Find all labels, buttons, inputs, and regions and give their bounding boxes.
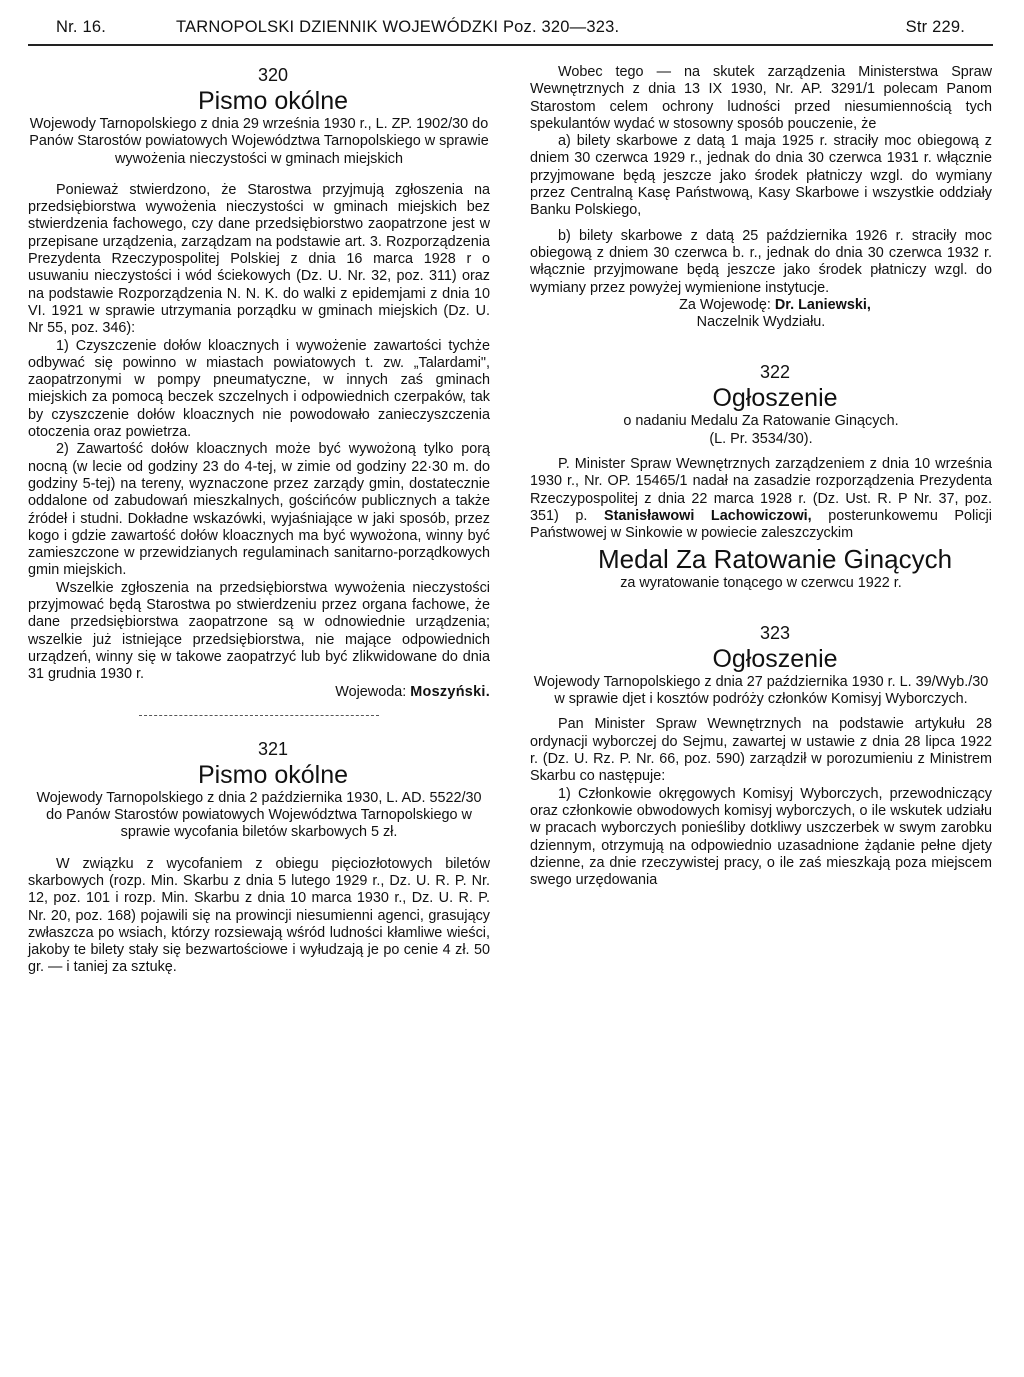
section-320-signature — [28, 684, 490, 701]
medal-title: Medal Za Ratowanie Ginących — [597, 543, 953, 574]
left-column — [28, 64, 490, 977]
signature-role: Naczelnik Wydziału. — [696, 314, 826, 331]
signature-name: Moszyński. — [410, 683, 490, 700]
section-320-intro: Wojewody Tarnopolskiego z dnia 29 września 1930 r., L. ZP. 1902/30 do Panów Starostów powiatowych Województwa Tarnopolskiego w sprawie wywożenia nieczystości w gminach miejskich — [29, 116, 489, 167]
section-321-item-a: a) bilety skarbowe z datą 1 maja 1925 r. straciły moc obiegową z dniem 30 czerwca 1929 r., jednak do dnia 30 czerwca 1931 r. włącznie przyjmowane będą jeszcze jako środek płatniczy wzgl. do wymiany przez Centralną Kasę Państwową, Kasy Skarbowe i wszystkie oddziały Banku Polskiego, — [530, 133, 992, 219]
section-323-paragraph: 1) Członkowie okręgowych Komisyj Wyborczych, przewodniczący oraz członkowie obwodowych komisyj wyborczych, o ile wskutek udziału w pracach wyborczych ponieśliby dotkliwy uszczerbek w swym zarobku dziennym, otrzymują na odpowiednio uzasadnione żądanie pełne djety dzienne, za dnie rzeczywistej pracy, o ile zaś mieszkają poza miejscem swego urzędowania — [530, 785, 992, 889]
section-323-intro: Wojewody Tarnopolskiego z dnia 27 października 1930 r. L. 39/Wyb./30 w sprawie djet i kosztów podróży członków Komisyj Wyborczych. — [533, 673, 989, 708]
page-header — [46, 18, 991, 44]
paragraph-text: posterunkowemu Policji Państwowej w Sinkowie w powiecie zaleszczyckim — [530, 507, 992, 542]
section-320-number: 320 — [257, 65, 289, 85]
section-322-title: Ogłoszenie — [712, 384, 838, 413]
recipient-name: Stanisławowi Lachowiczowi, — [603, 507, 812, 524]
section-323-number: 323 — [759, 622, 791, 643]
medal-reason: za wyratowanie tonącego w czerwcu 1922 r. — [620, 574, 902, 591]
section-320-title: Pismo okólne — [197, 87, 349, 115]
paragraph-text: P. Minister Spraw Wewnętrznych zarządzeniem z dnia 10 września 1930 r., Nr. OP. 15465/1 nadał na zasadzie rozporządzenia Prezydenta Rzeczypospolitej z dnia 22 marca 1928 r. (Dz. Ust. R. P Nr. 37, poz. 351) p. — [530, 456, 992, 524]
section-322-subtitle: o nadaniu Medalu Za Ratowanie Ginących. — [623, 413, 899, 430]
page-number: Str 229. — [905, 18, 965, 36]
signature-label: Wojewoda: — [335, 683, 407, 700]
section-322-paragraph — [530, 456, 992, 542]
section-320-paragraph: Wszelkie zgłoszenia na przedsiębiorstwa wywożenia nieczystości przyjmować będą Starostwa po stwierdzeniu przez organa fachowe, że dane przedsiębiorstwa zaopatrzone są w odnowiednie urządzenia; wszelkie już istniejące przedsiębiorstwa, nie mające odpowiednich urządzeń, winny się w takowe zaopatrzyć lub być zlikwidowane do dnia 31 grudnia 1930 r. — [28, 579, 490, 683]
right-column — [530, 64, 992, 889]
section-321-number: 321 — [257, 738, 289, 759]
section-321-intro: Wojewody Tarnopolskiego z dnia 2 października 1930, L. AD. 5522/30 do Panów Starostów powiatowych Województwa Tarnopolskiego w sprawie wycofania biletów skarbowych 5 zł. — [36, 789, 482, 841]
section-320-paragraph: Ponieważ stwierdzono, że Starostwa przyjmują zgłoszenia na przedsiębiorstwa wywożenia nieczystości w gminach miejskich bez stwierdzenia fachowego, czy dane przedsiębiorstwo zaopatrzone jest w przepisane urządzenia, zarządzam na podstawie art. 3. Rozporządzenia Prezydenta Rzeczypospolitej Polskiej z dnia 16 marca 1928 r o usuwaniu nieczystości i wód ściekowych (Dz. U. Nr. 32, poz. 311) oraz na podstawie Rozporządzenia N. N. K. do walki z epidemjami z dnia 10 VI. 1921 w sprawie utrzymania porządku w gminach miejskich (Dz. U. Nr 55, poz. 346): — [28, 181, 490, 337]
section-321-paragraph: W związku z wycofaniem z obiegu pięciozłotowych biletów skarbowych (rozp. Min. Skarbu z dnia 5 lutego 1929 r., Dz. U. R. P. Nr. 12, poz. 101 i rozp. Min. Skarbu z dnia 10 marca 1930 r., Dz. U. R. P. Nr. 20, poz. 168) pojawili się na prowincji niesumienni agenci, grasujący zwłaszcza po wsiach, którzy rozsiewają wśród ludności kłamliwe wieści, jakoby te bilety stały się bezwartościowe i wyłudzają je po cenie 4 zł. 50 gr. — i taniej za sztukę. — [28, 855, 490, 976]
section-321-title: Pismo okólne — [197, 760, 349, 789]
section-322-number: 322 — [759, 362, 791, 383]
journal-title: TARNOPOLSKI DZIENNIK WOJEWÓDZKI Poz. 320—323. — [176, 18, 620, 36]
section-320-paragraph: 2) Zawartość dołów kloacznych może być wywożoną tylko porą nocną (w lecie od godziny 23 do 4-tej, w zimie od godziny 22·30 m. do godziny 5-tej) na tereny, wyznaczone przez zarządy gmin, dostatecznie oddalone od zabudowań mieszkalnych, gościńców publicznych a także źródeł i studni. Dokładne wskazówki, wyjaśniające w jaki sposób, przez kogo i gdzie zawartość dołów kloacznych ma być wywożona, winny być zamieszczone w przewidzianych regulaminach sanitarno-porządkowych gmin miejskich. — [28, 441, 490, 579]
section-323-title: Ogłoszenie — [712, 644, 838, 673]
signature-label: Za Wojewodę: — [679, 296, 771, 313]
issue-number: Nr. 16. — [56, 18, 107, 36]
section-321-signature — [530, 297, 992, 332]
section-321-paragraph: Wobec tego — na skutek zarządzenia Ministerstwa Spraw Wewnętrznych z dnia 13 IX 1930, Nr. AP. 3291/1 polecam Panom Starostom celem ochrony ludności przed niesumiennością tych spekulantów wydać w stosowny sposób pouczenie, że — [530, 64, 992, 132]
section-separator — [139, 715, 379, 716]
signature-name: Dr. Laniewski, — [774, 296, 871, 313]
section-321-item-b: b) bilety skarbowe z datą 25 października 1926 r. straciły moc obiegową z dniem 30 czerwca b. r., jednak do dnia 30 czerwca 1932 r. włącznie przyjmowane będą jeszcze jako środek płatniczy wzgl. do wymiany przez powyżej wymienione instytucje. — [530, 227, 992, 296]
section-320-paragraph: 1) Czyszczenie dołów kloacznych i wywożenie zawartości tychże odbywać się powinno w miastach powiatowych t. zw. „Talardami", zaopatrzonymi w pompy pneumatyczne, w innych zaś gminach miejskich za pomocą beczek szczelnych i odpowiednich czerpaków, tak by czyszczenie dołów kloacznych nie powodowało zanieczyszczenia otoczenia oraz powietrza. — [28, 337, 490, 441]
section-323-paragraph: Pan Minister Spraw Wewnętrznych na podstawie artykułu 28 ordynacji wyborczej do Sejmu, zawartej w ustawie z dnia 28 lipca 1922 r. (Dz. U. Rz. P. Nr. 66, poz. 590) zarządził w porozumieniu z Ministrem Skarbu co następuje: — [530, 716, 992, 785]
section-322-reference: (L. Pr. 3534/30). — [709, 430, 813, 447]
header-rule — [28, 44, 993, 46]
